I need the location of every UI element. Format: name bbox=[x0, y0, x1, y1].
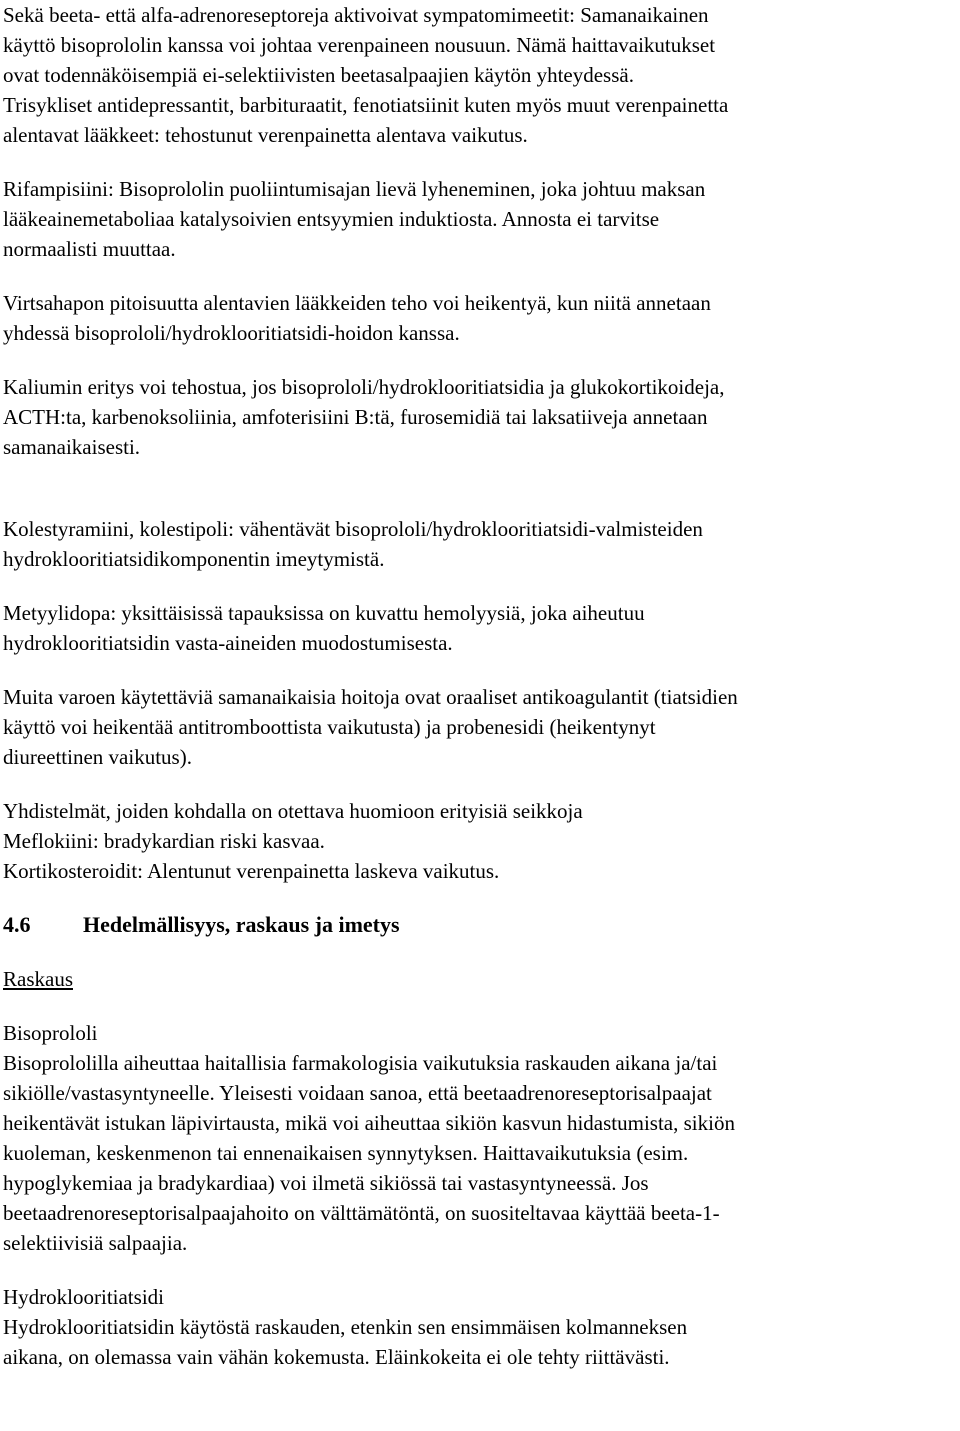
text-line: Virtsahapon pitoisuutta alentavien lääkkeiden teho voi heikentyä, kun niitä annetaan bbox=[3, 291, 711, 315]
section-heading bbox=[3, 910, 958, 940]
text-line: Bisoprololilla aiheuttaa haitallisia farmakologisia vaikutuksia raskauden aikana ja/tai bbox=[3, 1051, 718, 1075]
text-line: lääkeainemetaboliaa katalysoivien entsyymien induktiosta. Annosta ei tarvitse bbox=[3, 207, 660, 231]
document-page bbox=[3, 0, 958, 1372]
text-line: Muita varoen käytettäviä samanaikaisia hoitoja ovat oraaliset antikoagulantit (tiatsidien bbox=[3, 685, 738, 709]
text-line: beetaadrenoreseptorisalpaajahoito on välttämätöntä, on suositeltavaa käyttää beeta-1- bbox=[3, 1201, 720, 1225]
paragraph-methyldopa bbox=[3, 598, 958, 658]
text-line: alentavat lääkkeet: tehostunut verenpainetta alentava vaikutus. bbox=[3, 123, 528, 147]
paragraph-title: Bisoprololi bbox=[3, 1021, 98, 1045]
paragraph-bisoprolol-pregnancy bbox=[3, 1018, 958, 1258]
subsection-title: Raskaus bbox=[3, 967, 73, 991]
paragraph-rifampicin bbox=[3, 174, 958, 264]
text-line: Rifampisiini: Bisoprololin puoliintumisajan lievä lyheneminen, joka johtuu maksan bbox=[3, 177, 706, 201]
text-line: Metyylidopa: yksittäisissä tapauksissa on kuvattu hemolyysiä, joka aiheutuu bbox=[3, 601, 645, 625]
paragraph-other-treatments bbox=[3, 682, 958, 772]
text-line: Meflokiini: bradykardian riski kasvaa. bbox=[3, 829, 325, 853]
text-line: selektiivisiä salpaajia. bbox=[3, 1231, 188, 1255]
text-line: diureettinen vaikutus). bbox=[3, 745, 192, 769]
text-line: normaalisti muuttaa. bbox=[3, 237, 176, 261]
text-line: hydroklooritiatsidin vasta-aineiden muodostumisesta. bbox=[3, 631, 453, 655]
text-line: hypoglykemiaa ja bradykardiaa) voi ilmetä sikiössä tai vastasyntyneessä. Jos bbox=[3, 1171, 649, 1195]
text-line: Kaliumin eritys voi tehostua, jos bisoprololi/hydroklooritiatsidia ja glukokortikoideja, bbox=[3, 375, 725, 399]
text-line: kuoleman, keskenmenon tai ennenaikaisen synnytyksen. Haittavaikutuksia (esim. bbox=[3, 1141, 689, 1165]
text-line: käyttö voi heikentää antitromboottista vaikutusta) ja probenesidi (heikentynyt bbox=[3, 715, 656, 739]
section-title: Hedelmällisyys, raskaus ja imetys bbox=[83, 912, 400, 937]
text-line: samanaikaisesti. bbox=[3, 435, 141, 459]
text-line: sikiölle/vastasyntyneelle. Yleisesti voidaan sanoa, että beetaadrenoreseptorisalpaajat bbox=[3, 1081, 712, 1105]
paragraph-colestyramine bbox=[3, 514, 958, 574]
text-line: ACTH:ta, karbenoksoliinia, amfoterisiini B:tä, furosemidiä tai laksatiiveja annetaan bbox=[3, 405, 708, 429]
paragraph-combinations bbox=[3, 796, 958, 886]
text-line: Kortikosteroidit: Alentunut verenpainetta laskeva vaikutus. bbox=[3, 859, 500, 883]
text-line: Yhdistelmät, joiden kohdalla on otettava huomioon erityisiä seikkoja bbox=[3, 799, 583, 823]
text-line: Sekä beeta- että alfa-adrenoreseptoreja aktivoivat sympatomimeetit: Samanaikainen bbox=[3, 3, 709, 27]
text-line: hydroklooritiatsidikomponentin imeytymistä. bbox=[3, 547, 385, 571]
text-line: Hydroklooritiatsidin käytöstä raskauden, etenkin sen ensimmäisen kolmanneksen bbox=[3, 1315, 688, 1339]
paragraph-uric-acid bbox=[3, 288, 958, 348]
section-number: 4.6 bbox=[3, 912, 31, 937]
text-line: heikentävät istukan läpivirtausta, mikä voi aiheuttaa sikiön kasvun hidastumista, sikiön bbox=[3, 1111, 735, 1135]
text-line: käyttö bisoprololin kanssa voi johtaa verenpaineen nousuun. Nämä haittavaikutukset bbox=[3, 33, 716, 57]
text-line: Kolestyramiini, kolestipoli: vähentävät bisoprololi/hydroklooritiatsidi-valmisteiden bbox=[3, 517, 703, 541]
text-line: Trisykliset antidepressantit, barbituraatit, fenotiatsiinit kuten myös muut verenpainetta bbox=[3, 93, 729, 117]
paragraph-hydrochlorothiazide-pregnancy bbox=[3, 1282, 958, 1372]
subsection-heading bbox=[3, 964, 958, 994]
text-line: aikana, on olemassa vain vähän kokemusta. Eläinkokeita ei ole tehty riittävästi. bbox=[3, 1345, 670, 1369]
text-line: ovat todennäköisempiä ei-selektiivisten beetasalpaajien käytön yhteydessä. bbox=[3, 63, 634, 87]
paragraph-title: Hydroklooritiatsidi bbox=[3, 1285, 164, 1309]
paragraph-sympathomimetics bbox=[3, 0, 958, 150]
text-line: yhdessä bisoprololi/hydroklooritiatsidi-hoidon kanssa. bbox=[3, 321, 460, 345]
paragraph-potassium bbox=[3, 372, 958, 462]
